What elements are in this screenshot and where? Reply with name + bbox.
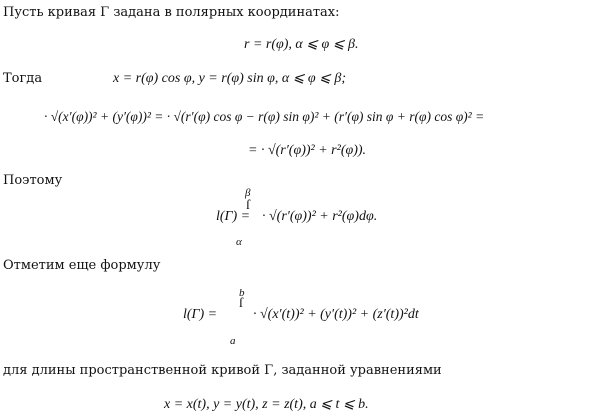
paragraph-then-label: Тогда (3, 71, 43, 86)
formula-rhs: · √(x′(t))² + (y′(t))² + (z′(t))²dt (253, 307, 419, 322)
equation-parametric: x = r(φ) cos φ, y = r(φ) sin φ, α ⩽ φ ⩽ β; (113, 71, 347, 86)
equation-arc-element-simplified: = · √(r′(φ))² + r²(φ)). (248, 143, 367, 158)
integral-lower-limit: α (236, 236, 242, 248)
integral-upper-limit: β (245, 187, 251, 199)
paragraph-intro: Пусть кривая Γ задана в полярных координатах: (3, 5, 340, 20)
integral-upper-limit: b (239, 287, 245, 299)
paragraph-another-formula: Отметим еще формулу (3, 258, 161, 273)
formula-lhs: l(Γ) = (216, 209, 251, 224)
integral-lower-limit: a (230, 335, 236, 347)
paragraph-therefore: Поэтому (3, 173, 63, 188)
formula-lhs: l(Γ) = (183, 307, 218, 322)
formula-rhs: · √(r′(φ))² + r²(φ)dφ. (262, 209, 378, 224)
equation-arc-element: · √(x′(φ))² + (y′(φ))² = · √(r′(φ) cos φ − r(φ) sin φ)² + (r′(φ) sin φ + r(φ) cos φ)² = (44, 109, 485, 124)
integral-sign: ſ (239, 296, 243, 311)
integral-sign: ſ (246, 198, 250, 213)
equation-space-curve: x = x(t), y = y(t), z = z(t), a ⩽ t ⩽ b. (164, 397, 369, 412)
paragraph-space-curve: для длины пространственной кривой Γ, заданной уравнениями (3, 363, 442, 378)
equation-polar-curve: r = r(φ), α ⩽ φ ⩽ β. (244, 37, 359, 52)
